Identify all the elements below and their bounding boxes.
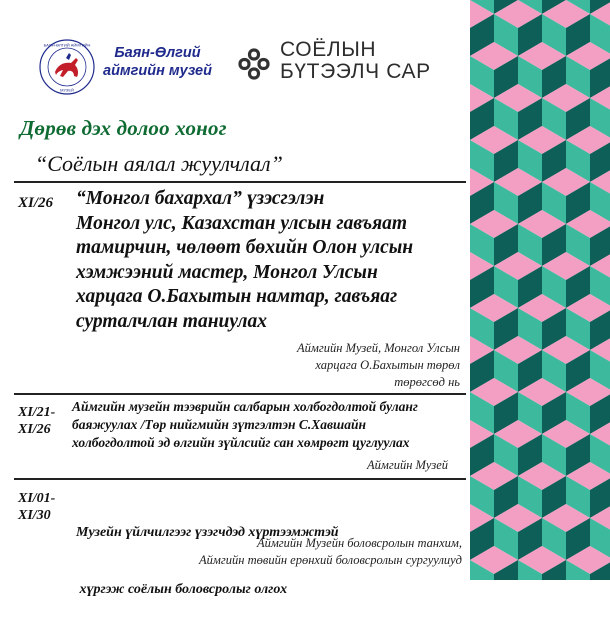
- event-title-line: хүргэж соёлын боловсролыг олгох: [76, 582, 288, 597]
- svg-text:БАЯН-ӨЛГИЙ АЙМГИЙН: БАЯН-ӨЛГИЙ АЙМГИЙН: [43, 42, 91, 48]
- museum-name: Баян-Өлгий аймгийн музей: [103, 45, 212, 79]
- cube-pattern-decoration: [470, 0, 610, 580]
- organizer-line: Аймгийн Музей, Монгол Улсын: [297, 341, 460, 355]
- event-organizer: [248, 457, 448, 474]
- svg-text:МУЗЕЙ: МУЗЕЙ: [60, 87, 74, 93]
- horse-rider-emblem-icon: [38, 38, 96, 96]
- event-organizer: [142, 535, 462, 569]
- event-title-line: сурталчлан таниулах: [76, 310, 268, 332]
- event-date-line: XI/26: [18, 422, 51, 437]
- event-title-line: Монгол улс, Казахстан улсын гавъяат: [76, 212, 408, 234]
- culture-name-line1: СОЁЛЫН: [280, 38, 377, 61]
- event-title: [72, 398, 418, 452]
- organizer-line: төрөгсөд нь: [394, 375, 460, 389]
- culture-name-line2: БҮТЭЭЛЧ САР: [280, 60, 431, 83]
- event-title-line: Музейн үйлчилгээг үзэгчдэд хүртээмжтэй: [76, 525, 339, 540]
- event-title-line: холбогдолтой эд өлгийн зүйлсийг сан хөмрөгт цуглуулах: [72, 435, 410, 450]
- organizer-line: харцага О.Бахытын төрөл: [315, 358, 460, 372]
- event-date: [18, 404, 55, 438]
- organizer-line: Аймгийн Музейн боловсролын танхим,: [256, 536, 462, 550]
- tour-title: “Соёлын аялал жуулчлал”: [35, 151, 283, 176]
- event-title-line: тамирчин, чөлөөт бөхийн Олон улсын: [76, 237, 414, 258]
- week-title: Дөрөв дэх долоо хоног: [20, 116, 227, 140]
- event-organizer: [200, 340, 460, 391]
- event-title-line: Аймгийн музейн тээврийн салбарын холбогдолтой буланг: [72, 399, 418, 414]
- event-title-line: “Монгол бахархал” үзэсгэлэн: [76, 188, 325, 209]
- organizer-line: Аймгийн Музей: [366, 458, 448, 472]
- culture-month-name: [280, 39, 431, 83]
- event-date-line: XI/21-: [18, 405, 56, 420]
- divider: [14, 478, 466, 480]
- divider: [14, 181, 466, 183]
- event-date: [18, 490, 55, 524]
- event-date-line: XI/01-: [18, 491, 56, 506]
- organizer-line: Аймгийн төвийн ерөнхий боловсролын сургуулиуд: [199, 553, 462, 567]
- event-title: [76, 187, 413, 334]
- event-date-line: XI/30: [18, 508, 51, 523]
- divider: [14, 393, 466, 395]
- event-title-line: баяжуулах /Төр нийгмийн зүтгэлтэн С.Хавшайн: [72, 417, 367, 432]
- event-title-line: хэмжээний мастер, Монгол Улсын: [76, 261, 378, 283]
- event-title-line: харцага О.Бахытын намтар, гавъяаг: [76, 286, 398, 307]
- event-date: XI/26: [18, 195, 54, 211]
- knot-emblem-icon: [236, 46, 272, 82]
